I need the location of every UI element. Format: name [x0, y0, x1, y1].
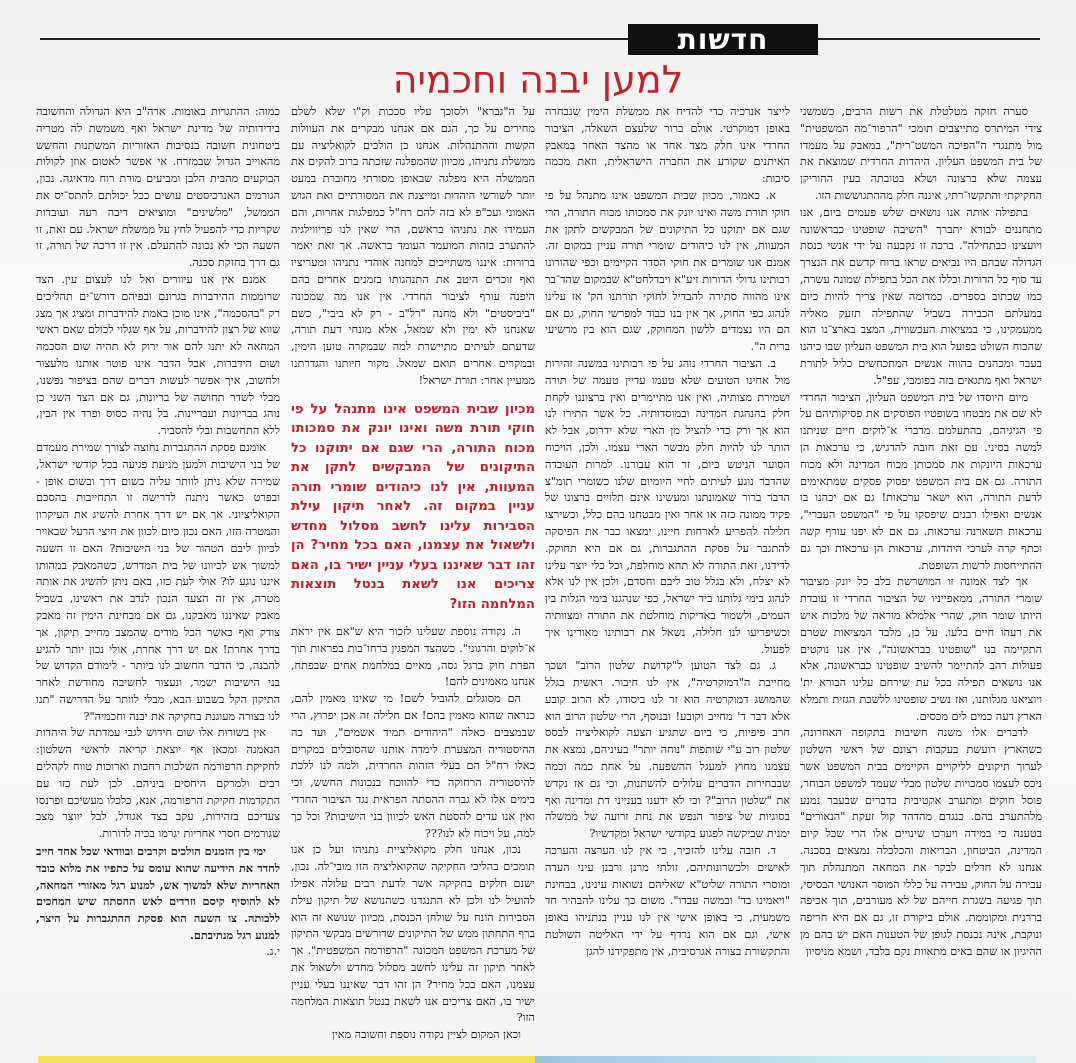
paragraph: ב. הציבור החרדי נוהג על פי רבותינו במשנה זהירות מול אחינו הטועים שלא טעמו עדיין טעמה של תורה ושמירת מצותיה, ואין אנו מתיימרים ואין ברצוננו לקחת חלק בהנהגת המדינה ובמוסדותיה. כל אשר התירו לנו הוא אך ורק כדי להציל מן הארי שלא ידרוס, אבל לא הותר לנו להיות חלק מבשר הארי עצמו. ולכן, הויכוח הסוער הניטש כיום, זר הוא עבורנו. למרות העובדה שהדבר נוגע לעיתים לחיי היומיום שלנו כשומרי תומ"צ הדבר ברור שאמונתנו ומעשינו אינם תלויים ברצונו של פקיד ממונה כזה או אחר ואין מבטחנו בהם כלל, וכשירצו חלילה להפריע לארחות חיינו, ימצאו כבר את הפיסקה להתגבר על פסקת ההתגברות, גם אם היא תחוקק. לדידנו, זאת התורה לא תהא מוחלפת, וכל כלי יוצר עלינו לא יצלח, ולא בגלל טוב ליבם וחסדם, ולכן אין לנו אלא לנהוג בימי גלותנו ביד ישראל, כפי שנהגנו בימי הגלות בין העמים, ולשמור באדיקות מוחלטת את התורה ומצוותיה וכשיפריעו לנו חלילה, נשאל את רבותינו מאורינו איך לפעול. — [545, 356, 790, 656]
closing-paragraph: ימי בין הזמנים הולכים וקרבים ובוודאי שכל אחד חייב לחדד את הידיעה שהוא עומס על כתפיו את מלוא כובד האחריות שלא למשוך אש, למנוע רגל מאזורי המחאה, לא להוסיף קיסם וזרדים לאש ההסתה שיש המחכים ללבותה. צו השעה הוא פסקת ההתגברות על היצר, למנוע רגל מנתיבתם. — [36, 844, 280, 943]
article-column-1 — [800, 104, 1042, 1034]
pull-quote: מכיון שבית המשפט אינו מתנהל על פי חוקי תורת משה ואינו יונק את סמכותו מכוח התורה, הרי שגם אם יתוקנו כל התיקונים של המבקשים לתקן את המעוות, אין לנו כיהודים שומרי תורה עניין במקום זה. לאחר תיקון עילת הסבירות עלינו לחשב מסלול מחדש ולשאול את עצמנו, האם בכל מחיר? הן זהו דבר שאיננו בעלי עניין ישיר בו, האם צריכים אנו לשאת בנטל תוצאות המלחמה הזו? — [291, 401, 535, 612]
article-column-4 — [36, 104, 280, 1034]
author-signature: י.ג. — [266, 944, 280, 958]
article-column-3 — [291, 104, 535, 1042]
paragraph: ה. נקודה נוספת שעלינו לזכור היא ש"אם אין יראת א־לוקים והרגוני". כשהצד המפגין ברחו־בות בפראות תוך הפרת חוק ברגל גסה, מאיים במלחמת אחים שבפתח, אנחנו מאמינים להם! — [291, 625, 535, 689]
paragraph: א. כאמור, מכיון שבית המשפט אינו מתנהל על פי חוקי תורת משה ואינו יונק את סמכותו מכוח התורה, הרי שגם אם יתוקנו כל התיקונים של המבקשים לתקן את המעוות, אין לנו כיהודים שומרי תורה עניין במקום זה. אמנם אנו שומרים את חוקי הסדר הקיימים וכפי שהורונו רבותינו גדולי הדורות זיע"א ויבדלחט"א שבמקום שהד־בר אינו מהווה סתירה להבדיל לחוקי תורתנו הק' אז עלינו לנהוג כפי החוק, אך אין בנו כבוד למפרשי החוק, גם אם הם היו נצמדים ללשון המחוקק, שגם הוא בין מרשיעי ברית ה". — [545, 188, 790, 354]
paragraph: וכאן המקום לציין נקודה נוספת וחשובה מאין — [331, 1028, 521, 1042]
paragraph: סערה חזקה מטלטלת את רשות הרבים, כשמשני צידי המיתרס מתייצבים תומכי "הרפור־מה המשפטית" מול מתנגדי ה"הפיכה המשט־רית", במאבק על מעמדו של בית המשפט העליון. היהדות החרדית שמוצאת את עצמה שלא ברצונה ושלא בטובתה בעין ההוריקן החקיקתי והתקשו־רתי, איננה חלק מההתגוששות הזו. — [800, 105, 1042, 202]
article-column-2 — [545, 104, 790, 1034]
section-divider-rule — [40, 38, 1040, 40]
paragraph: בתפילה אותה אנו נושאים שלש פעמים ביום, אנו מתחננים לבורא יתברך "השיבה שופטינו כבראשונה ויועצינו כבתחילה". ברכה זו נקבעה על ידי אנשי כנסת הגדולה שבהם היו נביאים שראו ברוח קדשם את הנצרך עד סוף כל הדורות וכללו את הכל בתפילת שמונה עשרה, כמו שכתוב בספרים. כמדומה שאין צריך להיות כיום במעלתם הכבירה בשביל שהתפילה תזעק מאליה ממעמקינו, כי במציאות העכשווית, המצב בארצ־נו הוא שהכוח השולט בפועל הוא בית המשפט העליון שבו כיהנו בעבר ומכהנים בהווה אנשים המתכחשים כליל לתורת ישראל ואף מתגאים בזה בפומבי, עפ"ל. — [800, 205, 1042, 387]
paragraph: על ה"גברא" ולסוכך עליו סככות וק"ו שלא לשלם מחירים על כך, הגם אם אנחנו מבקרים את העוולות הקשות וההתנהלות. אנחנו כן הולכים לקואליציה עם ממשלת נתניהו, מכיוון שהמפלגה שזכתה ברוב להקים את הממשלה היא מפלגה שבאופן מסורתי מחוברת במעט יותר לשורשי היהדות ומייצגת את המסורתיים ואת הגוש האמוני ועכ"פ לא בזה להם רח"ל כמפלגות אחרות, והם העמידו את נתניהו בראשם, הרי שאין לנו פריווילגיה להתערב בזהות המועמד העומד בראשה. אך זאת יאמר ברורות: איננו משתייכים למחנה אוהדי נתניהו ומעריציו ואף זוכרים היטב את התנהגותו בזמנים אחרים בהם היפנה עורף לציבור החרדי. אין אנו מה שמכונה "ביביסטים" ולא מחנה "רל"ב - רק לא ביבי", כשם שאנחנו לא ימין ולא שמאל, אלא מונחי דעת תורה, שדעתם לעיתים מתיישרת למה שבמקרה טוען הימין, ובמקרים אחרים תואם שמאל. מקור חיותנו והגדרתנו ממעיין אחר: תורת ישראל! — [291, 105, 535, 387]
strip-blue-block — [535, 1056, 1036, 1063]
bottom-color-strip — [38, 1056, 1036, 1063]
paragraph: הם מסוגלים להוביל לשם! מי שאינו מאמין להם, כנראה שהוא מאמין בהם! אם חלילה זה אכן יפרוץ, הרי שבמצבים כאלה "היהודים תמיד אשמים", ועד כה ההיסטוריה המצערת לימדה אותנו שהסובלים במקרים כאלו רח"ל הם בעלי הזהות החרדית, ולמה לנו ללכת להיסטוריה הרחוקה כדי להווכח בנכונות החשש, וכי בימים אלו לא גברה ההסתה הפראית נגד הציבור החרדי ואין אנו עדים להסטת האש לכיוון בני הישיבות? וכל כך למה, על ויכוח לא לנו??? — [291, 692, 535, 840]
paragraph: אמנם אין אנו עיוורים ואל לנו לעצום עין. הצד שרוממות ההידברות בגרונם ובפיהם דורש־ים תהליכים רק "בהסכמה", אינו מוכן באמת להידברות ומציג אך מצג שווא של רצון להידברות, על אף שגלוי לכולם שאם ראשי המחאה לא יתנו להם אור ירוק לא תהיה שום הסכמה ושום הידברות, אבל הדבר אינו פוטר אותנו מלעצור ולחשוב, איך אפשר לעשות דברים שהם בציפור נפשנו, מבלי לשדר תחושה של בריונות, גם אם הצד השני כן נוהג בבריונות ועבריינות. בל נהיה כסוס ופרד אין הבין, ללא התחשבות ובלי להסביר. — [36, 272, 280, 438]
section-label: חדשות — [628, 24, 818, 55]
paragraph: ד. חובה עלינו להזכיר, כי אין לנו הערצה והערכה לאישים ולכשרונותיהם, זולתי מרנן ורבנן עיני העדה ומוסרי התורה שליט"א שאליהם נשואות עינינו, בבחינת "ויאמינו בד' ובמשה עבדו". משום כך עלינו להבהיר חד משמעית, כי באופן אישי אין לנו עניין בנתניהו באופן אישי, וגם אם הוא נרדף על ידי האליטה השולטת והתקשורת בצורה אגרסיבית, אין מתפקידנו להגן — [545, 844, 790, 958]
paragraph: אין בשורות אלו שום חידוש לגבי עמדתה של היהדות הנאמנה ומכאן אף יוצאת קריאה לראשי השלטון: לחקיקת הרפורמה השלכות רחבות וארוכות טווח לקהלים רבים ולמרקם היחסים ביניהם. לכן לעת כזו עם התקדמות חקיקת הרפורמה, אנא, כלכלו מעשיכם ופרנסו צעדיכם בזהירות, עקב בצד אגודל, לבל יווצר מצב שגורמים חסרי אחריות יגרמו בכיה לדורות. — [36, 726, 280, 841]
paragraph: אומנם פסקת ההתגברות נחוצה לצורך שמירת מעמדם של בני הישיבות ולמען מניעת פגיעה בכל קודשי ישראל, שמירה שלא ניתן לוותר עליה בשום דרך ובשום אופן - ובפרט כאשר ניתנה לדרישה זו התחייבות בהסכם הקואליציוני. אך אם יש דרך אחרת להשיג את העיקרון והמטרה הזו, האם נכון כיום לכוון את חיצי הרעל שבאויר לכיוון ליבם הטהור של בני הישיבות? האם זו השעה למשוך אש לכיוונו של בית המדרש, כשהמאבק במהותו איננו נוגע לו? אולי לעת כזו, באם ניתן להשיג את אותה מטרה, אין זה הצעד הנכון לנדב את ראשינו, בשביל מאבק שאיננו מאבקנו, גם אם מבחינת הימין זה מאבק צודק ואף כאשר הכל מודים שהמצב מחייב תיקון, אך בדרך אחרת! אם יש דרך אחרת, אולי נכון יותר להגיע להבנה, כי הדבר החשוב לנו ביותר - לימודם הקדוש של בני הישיבות ישמר, ונעצור לחשיבה מחודשת לאחר התיקון הקל בשבוע הבא, מבלי לוותר על הדרישה "תנו לנו בצורה מעוגנת בחקיקה את יבנה וחכמיה"? — [36, 440, 280, 723]
paragraph: אך לצד אמונה זו המושרשת בלב כל יונק מציבור שומרי התורה, ממאפייניו של הציבור החרדי זו עובדת היותו שומר חוק, שהרי אלמלא מוראה של מלכות איש את רעהו חיים בלעו. על כן, מלבד המציאות שטרם התקיימה בנו "שופטינו כבראשונה", אין אנו נוקטים פעולות רהב להתיימר להשיב שופטינו כבראשונה, אלא אנו נושאים תפילה בכל עת שירחם עלינו הבורא ית' ויוציאנו מגלותנו, ואז נשיב שופטינו ללשכת הגזית ותמלא הארץ דעה כמים לים מכסים. — [800, 575, 1042, 723]
paragraph: לדברים אלו משנה חשיבות בתקופה האחרונה, כשהארץ רועשת בעקבות רצונם של ראשי השלטון לערוך תיקונים לליקויים הקיימים בבית המשפט אשר ניכס לעצמו סמכויות שלטון מבלי שעמד למשפט הבוחר, פוסל חוקים ומתערב אקטיבית בדברים שבעבר נמנע מלהתערב בהם. כנגדם מהדהד קול זעקת "הנאורים" בטענה כי במידה ויערכו שינויים אלו הרי שכל קיום המדינה, הביטחון, הבריאות והכלכלה נמצאים בסכנה. אנחנו לא חדלים לבקר את המחאה המתנהלת תוך עבירה על החוק, עבירה על כללי המוסר האנושי הבסיסי, תוך פגיעה בשגרת חייהם של לא מעורבים, תוך אכיפה בררנית ומקוממת. אולם ביקורת זו, גם אם היא חריפה ונוקבת, אינה נכנסת לגופן של הטענות האם יש בהם מן ההיגיון או שהם באים מתאוות נקם בלבד, ושמא מניסיון — [800, 726, 1042, 958]
paragraph: נכון, אנחנו חלק מקואליציית נתניהו ועל כן אנו תומכים בהליכי החקיקה שהקואליציה הזו מובי־לה. נכון, ישנם חלקים בחקיקה אשר לדעת רבים עלולה אפילו להועיל לנו ולכן לא התנגדנו כשהנושא של תיקון עילת הסבירות הונח על שולחן הכנסת, מכיוון שנושא זה הוא ברף התחתון ממש של התיקונים שדורשים מבקשי התיקון של מערכת המשפט המכונה "הרפורמה המשפטית". אך לאחר תיקון זה עלינו לחשב מסלול מחדש ולשאול את עצמנו, האם בכל מחיר? הן זהו דבר שאיננו בעלי עניין ישיר בו, האם צריכים אנו לשאת בנטל תוצאות המלחמה הזו? — [291, 843, 535, 1025]
paragraph: לייצר אנרכיה כדי להדיח את ממשלת הימין שנבחרה באופן דמוקרטי. אולם ברור שלעצם השאלה, הציבור החרדי אינו חלק מצד אחד או מהצד האחר במאבק האיתנים שקורע את החברה הישראלית, וזאת מכמה סיבות: — [545, 105, 790, 186]
article-headline: למען יבנה וחכמיה — [392, 58, 684, 102]
strip-yellow-block — [38, 1056, 535, 1063]
paragraph: מיום היוסדו של בית המשפט העליון, הציבור החרדי לא שם את מבטחו בשופטיו הפוסקים את פסיקותיהם על פי הגיגיהם, בהתעלמם מדברי א־לוקים חיים שניתנו למשה בסיני. עם זאת חובה להדגיש, כי ערכאות הן ערכאות היונקות את סמכותן מכוח המדינה ולא מכוח התורה. גם אם בית המשפט יפסוק פסקים שמתאימים לדעת התורה, הוא ישאר ערכאות! גם אם יכהנו בו אנשים ואפילו רבנים שיפסקו על פי "המשפט העברי", ערכאות תשארנה ערכאות. גם אם לא יפנו עורף קשה וכתף קרה לערכי היהדות, ערכאות הן ערכאות וכך גם ההתייחסות לרשות השופטת. — [800, 390, 1042, 572]
paragraph: כמוה: ההתגרות באומות. ארה"ב היא הגדולה והחשובה בידידותיה של מדינת ישראל ואף משמשת לה מטריה ביטחונית חשובה בנסיבות האזוריות המשתנות והחשש מהאוייב הגדול שבמזרח. אי אפשר לאטום אוזן לקולות הבוקעים מהבית הלבן ומביעים מורת רוח מדאיגה. נכון, הגורמים האנרכיסטים עושים ככל יכולתם להתס־יס את הממשל, "מלשינים" ומוציאים דיבה רעה ועובדות שקריות כדי להפעיל לחץ על ממשלת ישראל. עם זאת, זו השעה הכי לא נכונה להתעלם. אין זו דרכה של תורה, זו גם דרך בחזקת סכנה. — [36, 105, 280, 270]
paragraph: ג. גם לצד הטוען ל"קדושת שלטון הרוב" ושכך מחייבת ה"דמוקרטיה", אין לנו חיבור. ראשית בגלל שהמושג דמוקרטיה הוא זר לנו ביסודו, לא הרוב קובע אלא דבר ד' מחייב וקובע! ובנוסף, הרי שלטון הרוב הוא חרב פיפיות, כי ביום שתגיע הצעה לקואליציה לבסס שלטון רוב ע"י שותפות "נוחה יותר" בעיניהם, נמצא את עצמנו מחוץ למעגל ההשפעה. על אחת כמה וכמה שבבחירות הדברים עלולים להשתנות, וכי גם אז נקדש את "שלטון הרוב"? וכי לא ידענו בענייני דת ומדינה ואף בסוגיות של ציפור הנפש את נחת זרועה של ממשלה ימנית שביקשה לפגוע בקודשי ישראל ומקדשיו? — [545, 659, 790, 841]
